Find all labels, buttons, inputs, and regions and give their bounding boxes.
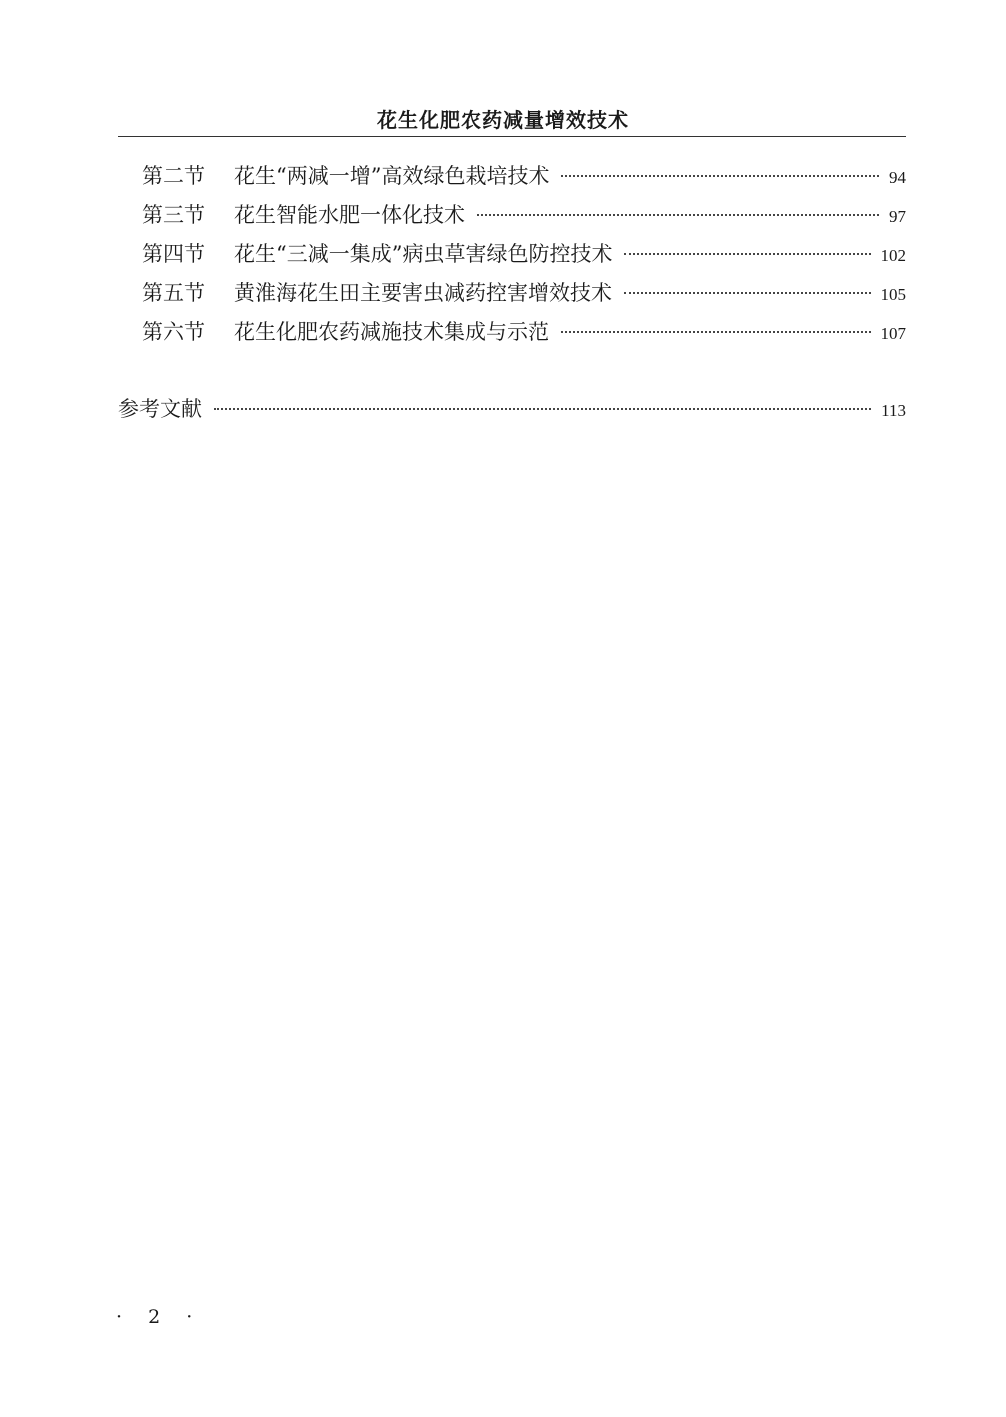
toc-section-number: 第五节	[142, 281, 205, 305]
toc-dot-leader	[561, 175, 879, 177]
toc-page-number: 113	[881, 401, 906, 420]
toc-section-title: 花生化肥农药减施技术集成与示范	[234, 320, 549, 344]
toc-section-number: 第二节	[142, 164, 205, 188]
toc-entry[interactable]	[142, 160, 906, 190]
toc-page-number: 97	[889, 207, 906, 226]
page-folio: · 2 ·	[116, 1306, 203, 1328]
toc-dot-leader	[561, 331, 871, 333]
toc-page-number: 102	[880, 246, 906, 265]
toc-section-title: 黄淮海花生田主要害虫减药控害增效技术	[234, 281, 612, 305]
toc-section-title: 花生“三减一集成”病虫草害绿色防控技术	[234, 242, 613, 266]
toc-entry[interactable]	[142, 277, 906, 307]
toc-page-number: 94	[889, 168, 906, 187]
toc-entry[interactable]	[142, 199, 906, 229]
toc-page-number: 107	[880, 324, 906, 343]
toc-page-number: 105	[880, 285, 906, 304]
toc-section-title: 花生“两减一增”高效绿色栽培技术	[234, 164, 550, 188]
toc-entry[interactable]	[142, 316, 906, 346]
toc-references-entry[interactable]	[118, 393, 906, 423]
header-rule	[118, 136, 906, 137]
toc-section-number: 第六节	[142, 320, 205, 344]
toc-dot-leader	[214, 408, 871, 410]
toc-dot-leader	[624, 292, 871, 294]
toc-section-number: 第三节	[142, 203, 205, 227]
toc-section-number: 第四节	[142, 242, 205, 266]
running-header: 花生化肥农药减量增效技术	[377, 108, 629, 132]
toc-entry[interactable]	[142, 238, 906, 268]
toc-section-title: 花生智能水肥一体化技术	[234, 203, 465, 227]
toc-dot-leader	[477, 214, 879, 216]
toc-references-title: 参考文献	[118, 397, 202, 421]
toc-dot-leader	[624, 253, 870, 255]
